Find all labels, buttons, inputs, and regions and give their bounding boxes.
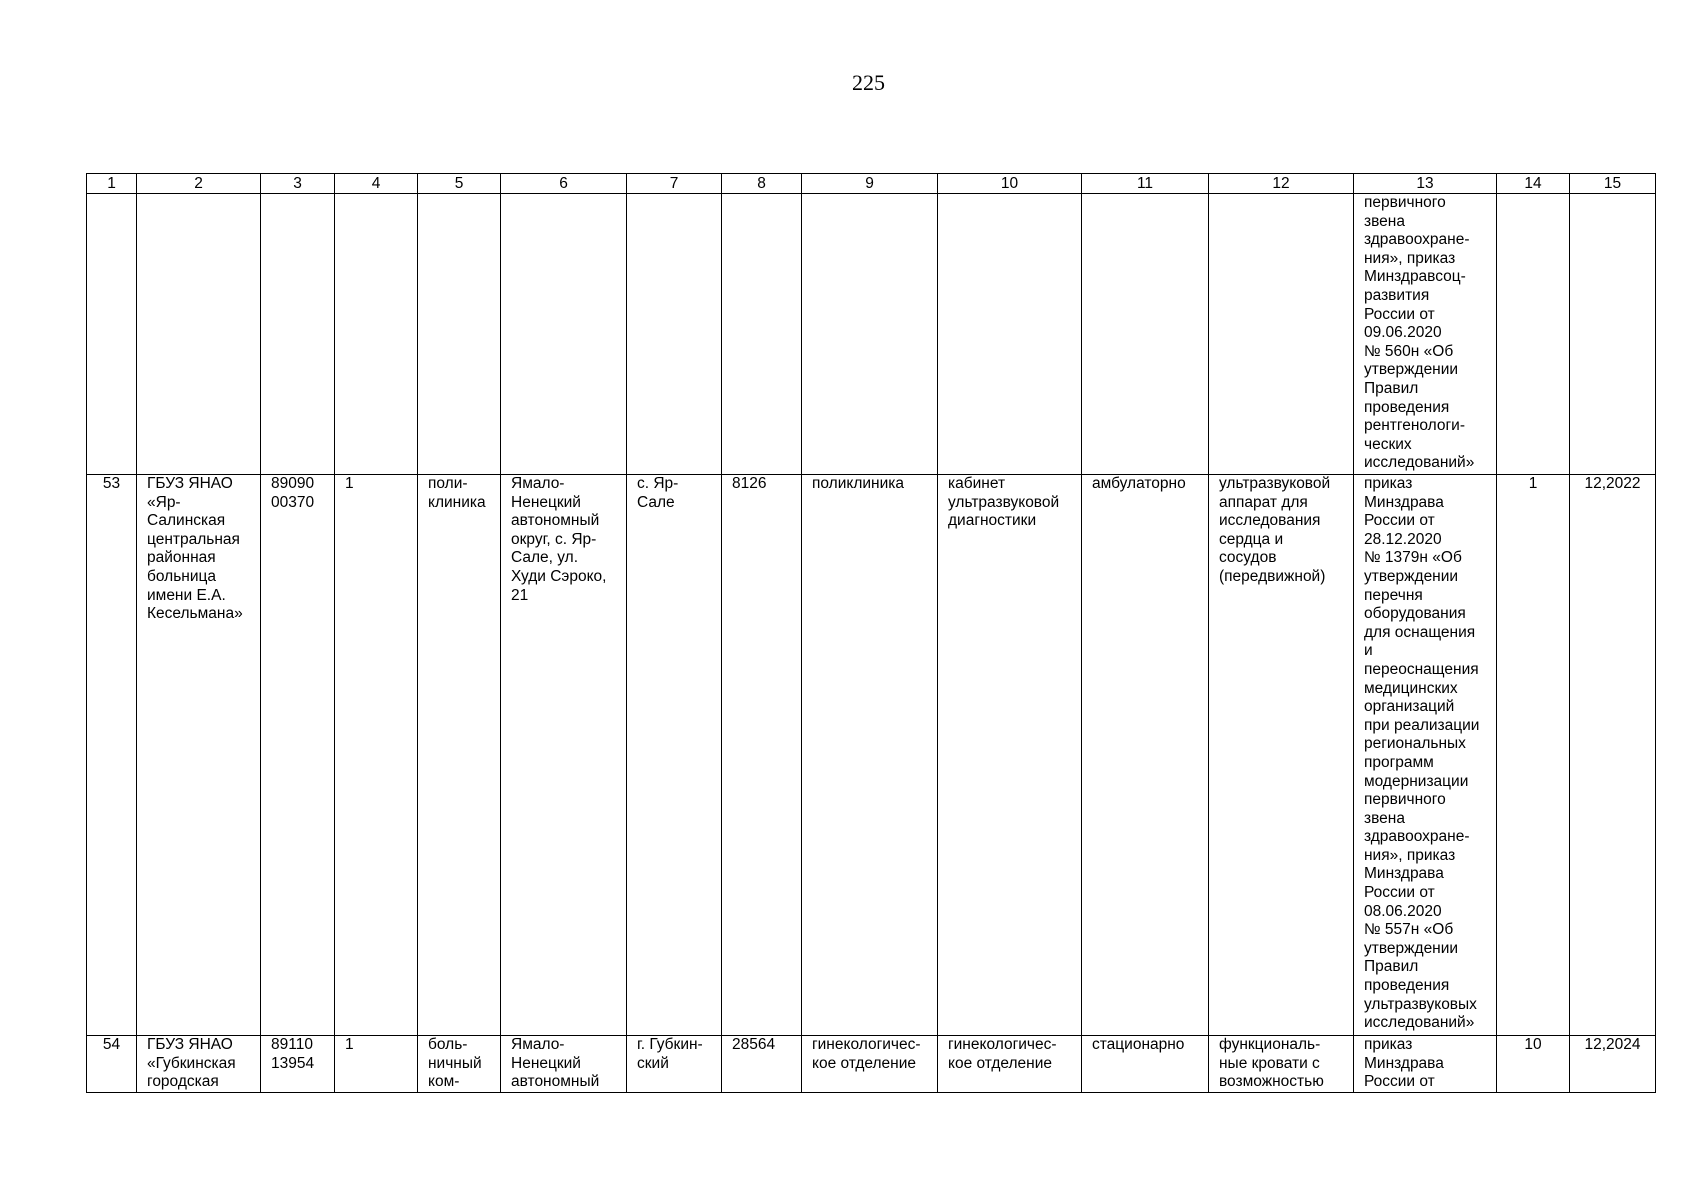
cell-quantity: 1 — [1497, 475, 1570, 1036]
cell-code: 89110 13954 — [261, 1036, 335, 1093]
cell-col4: 1 — [335, 1036, 418, 1093]
header-cell: 2 — [137, 174, 261, 194]
header-cell: 3 — [261, 174, 335, 194]
cell-unit-type: боль- ничный ком- — [418, 1036, 501, 1093]
cell-population — [722, 194, 802, 475]
header-cell: 10 — [938, 174, 1082, 194]
cell-address: Ямало- Ненецкий автономный округ, с. Яр- Сале, ул. Худи Сэроко, 21 — [501, 475, 627, 1036]
cell-locality — [627, 194, 722, 475]
header-cell: 6 — [501, 174, 627, 194]
cell-locality: г. Губкин- ский — [627, 1036, 722, 1093]
header-cell: 4 — [335, 174, 418, 194]
cell-department — [938, 194, 1082, 475]
equipment-table — [86, 173, 1656, 1093]
cell-unit-type: поли- клиника — [418, 475, 501, 1036]
cell-population: 8126 — [722, 475, 802, 1036]
cell-equipment: функциональ- ные кровати с возможностью — [1209, 1036, 1354, 1093]
cell-division — [802, 194, 938, 475]
cell-address — [501, 194, 627, 475]
table-row — [87, 194, 1656, 475]
header-cell: 13 — [1354, 174, 1497, 194]
header-cell: 7 — [627, 174, 722, 194]
table-row — [87, 1036, 1656, 1093]
table-row — [87, 475, 1656, 1036]
cell-organization: ГБУЗ ЯНАО «Яр- Салинская центральная районная больница имени Е.А. Кесельмана» — [137, 475, 261, 1036]
cell-regulation: первичного звена здравоохране- ния», приказ Минздравсоц- развития России от 09.06.2020 № 560н «Об утверждении Правил проведения рентгенологи- ческих исследований» — [1354, 194, 1497, 475]
cell-regulation: приказ Минздрава России от 28.12.2020 № 1379н «Об утверждении перечня оборудования для оснащения и переоснащения медицинских организаций при реализации региональных программ модернизации первичного звена здравоохране- ния», приказ Минздрава России от 08.06.2020 № 557н «Об утверждении Правил проведения ультразвуковых исследований» — [1354, 475, 1497, 1036]
cell-equipment: ультразвуковой аппарат для исследования сердца и сосудов (передвижной) — [1209, 475, 1354, 1036]
header-cell: 12 — [1209, 174, 1354, 194]
cell-address: Ямало- Ненецкий автономный — [501, 1036, 627, 1093]
cell-unit-type — [418, 194, 501, 475]
cell-population: 28564 — [722, 1036, 802, 1093]
header-cell: 8 — [722, 174, 802, 194]
cell-care-form — [1082, 194, 1209, 475]
cell-number: 53 — [87, 475, 137, 1036]
cell-equipment — [1209, 194, 1354, 475]
cell-division: поликлиника — [802, 475, 938, 1036]
header-cell: 14 — [1497, 174, 1570, 194]
cell-care-form: стационарно — [1082, 1036, 1209, 1093]
header-cell: 9 — [802, 174, 938, 194]
cell-locality: с. Яр- Сале — [627, 475, 722, 1036]
header-cell: 1 — [87, 174, 137, 194]
cell-col4: 1 — [335, 475, 418, 1036]
cell-deadline — [1570, 194, 1656, 475]
header-cell: 15 — [1570, 174, 1656, 194]
cell-number: 54 — [87, 1036, 137, 1093]
cell-code: 89090 00370 — [261, 475, 335, 1036]
page-number: 225 — [852, 70, 885, 95]
cell-organization — [137, 194, 261, 475]
cell-quantity: 10 — [1497, 1036, 1570, 1093]
cell-organization: ГБУЗ ЯНАО «Губкинская городская — [137, 1036, 261, 1093]
cell-code — [261, 194, 335, 475]
header-row — [87, 174, 1656, 194]
cell-col4 — [335, 194, 418, 475]
header-cell: 11 — [1082, 174, 1209, 194]
cell-regulation: приказ Минздрава России от — [1354, 1036, 1497, 1093]
cell-deadline: 12,2024 — [1570, 1036, 1656, 1093]
cell-division: гинекологичес- кое отделение — [802, 1036, 938, 1093]
cell-number — [87, 194, 137, 475]
cell-department: гинекологичес- кое отделение — [938, 1036, 1082, 1093]
cell-deadline: 12,2022 — [1570, 475, 1656, 1036]
cell-care-form: амбулаторно — [1082, 475, 1209, 1036]
cell-department: кабинет ультразвуковой диагностики — [938, 475, 1082, 1036]
header-cell: 5 — [418, 174, 501, 194]
cell-quantity — [1497, 194, 1570, 475]
